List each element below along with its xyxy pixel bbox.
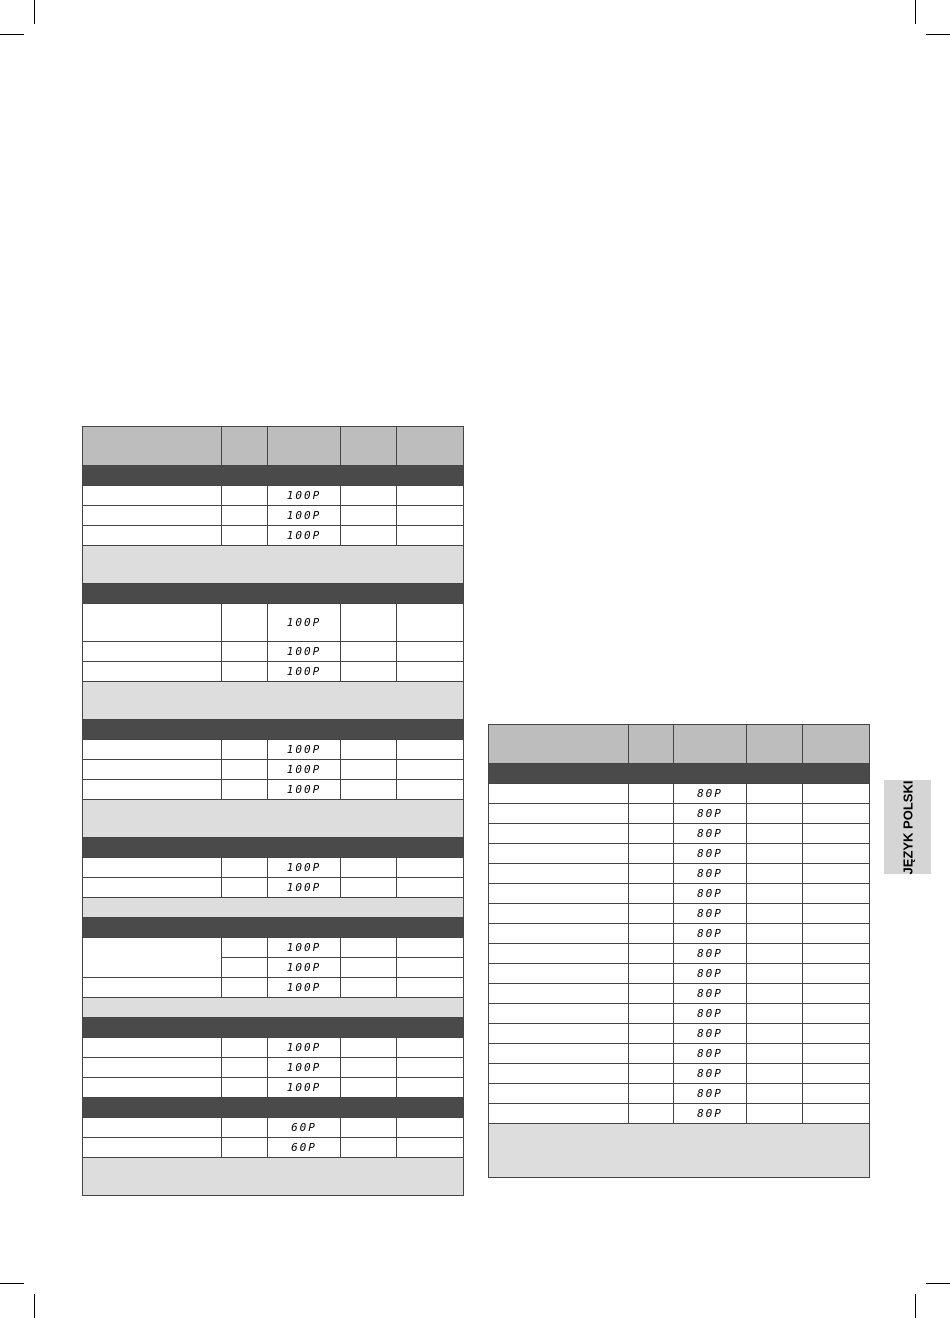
power-display: 100P (268, 858, 341, 878)
section-header (83, 838, 464, 858)
section-header (83, 720, 464, 740)
table-row (489, 984, 870, 1004)
power-display: 100P (268, 526, 341, 546)
table-row (83, 1078, 464, 1098)
table-row (83, 938, 464, 958)
power-display: 100P (268, 978, 341, 998)
table-row (83, 1058, 464, 1078)
table-row (489, 824, 870, 844)
power-display: 100P (268, 486, 341, 506)
power-display: 100P (268, 1038, 341, 1058)
table-row (489, 884, 870, 904)
note-row (489, 1124, 870, 1178)
table-row (83, 780, 464, 800)
note-row (83, 998, 464, 1018)
crop-mark (926, 1283, 950, 1284)
program-table-right (488, 724, 870, 1178)
crop-mark (34, 0, 35, 24)
section-header (83, 584, 464, 604)
table-row (489, 924, 870, 944)
table-row (83, 506, 464, 526)
power-display: 100P (268, 878, 341, 898)
table-row (489, 864, 870, 884)
language-tab (884, 780, 931, 874)
power-display: 80P (674, 884, 747, 904)
power-display: 100P (268, 780, 341, 800)
power-display: 80P (674, 844, 747, 864)
table-row (83, 760, 464, 780)
table-row (489, 964, 870, 984)
power-display: 80P (674, 784, 747, 804)
power-display: 100P (268, 642, 341, 662)
table-row (489, 1044, 870, 1064)
section-header (83, 1018, 464, 1038)
power-display: 80P (674, 1104, 747, 1124)
power-display: 100P (268, 662, 341, 682)
power-display: 100P (268, 1078, 341, 1098)
section-header (489, 764, 870, 784)
table-row (83, 662, 464, 682)
table-row (489, 1064, 870, 1084)
power-display: 100P (268, 958, 341, 978)
table-row (83, 642, 464, 662)
power-display: 100P (268, 604, 341, 642)
table-row (83, 604, 464, 642)
table-row (83, 740, 464, 760)
section-header (83, 918, 464, 938)
power-display: 80P (674, 1044, 747, 1064)
power-display: 100P (268, 1058, 341, 1078)
power-display: 80P (674, 924, 747, 944)
crop-mark (0, 34, 24, 35)
note-row (83, 682, 464, 720)
table-row (489, 1104, 870, 1124)
power-display: 100P (268, 506, 341, 526)
table-header (83, 427, 464, 466)
table-row (83, 486, 464, 506)
table-row (489, 804, 870, 824)
table-row (489, 1004, 870, 1024)
table-row (83, 878, 464, 898)
power-display: 100P (268, 740, 341, 760)
power-display: 80P (674, 804, 747, 824)
table-row (83, 1138, 464, 1158)
note-row (83, 1158, 464, 1196)
program-table-left (82, 426, 464, 1196)
table-row (83, 858, 464, 878)
power-display: 80P (674, 864, 747, 884)
power-display: 80P (674, 944, 747, 964)
crop-mark (0, 1283, 24, 1284)
power-display: 80P (674, 1084, 747, 1104)
table-row (83, 526, 464, 546)
section-header (83, 1098, 464, 1118)
power-display: 80P (674, 1064, 747, 1084)
crop-mark (915, 1294, 916, 1318)
note-row (83, 546, 464, 584)
power-display: 80P (674, 1024, 747, 1044)
power-display: 80P (674, 904, 747, 924)
power-display: 100P (268, 760, 341, 780)
crop-mark (915, 0, 916, 24)
note-row (83, 800, 464, 838)
crop-mark (926, 34, 950, 35)
table-row (489, 944, 870, 964)
power-display: 60P (268, 1118, 341, 1138)
table-row (489, 784, 870, 804)
table-row (489, 1084, 870, 1104)
note-row (83, 898, 464, 918)
table-row (83, 1118, 464, 1138)
section-header (83, 466, 464, 486)
table-row (489, 844, 870, 864)
crop-mark (34, 1294, 35, 1318)
power-display: 80P (674, 984, 747, 1004)
language-tab-label: JĘZYK POLSKI (900, 780, 916, 874)
table-row (489, 904, 870, 924)
power-display: 60P (268, 1138, 341, 1158)
power-display: 80P (674, 824, 747, 844)
power-display: 100P (268, 938, 341, 958)
table-header (489, 725, 870, 764)
table-row (83, 978, 464, 998)
power-display: 80P (674, 1004, 747, 1024)
table-row (489, 1024, 870, 1044)
power-display: 80P (674, 964, 747, 984)
table-row (83, 1038, 464, 1058)
